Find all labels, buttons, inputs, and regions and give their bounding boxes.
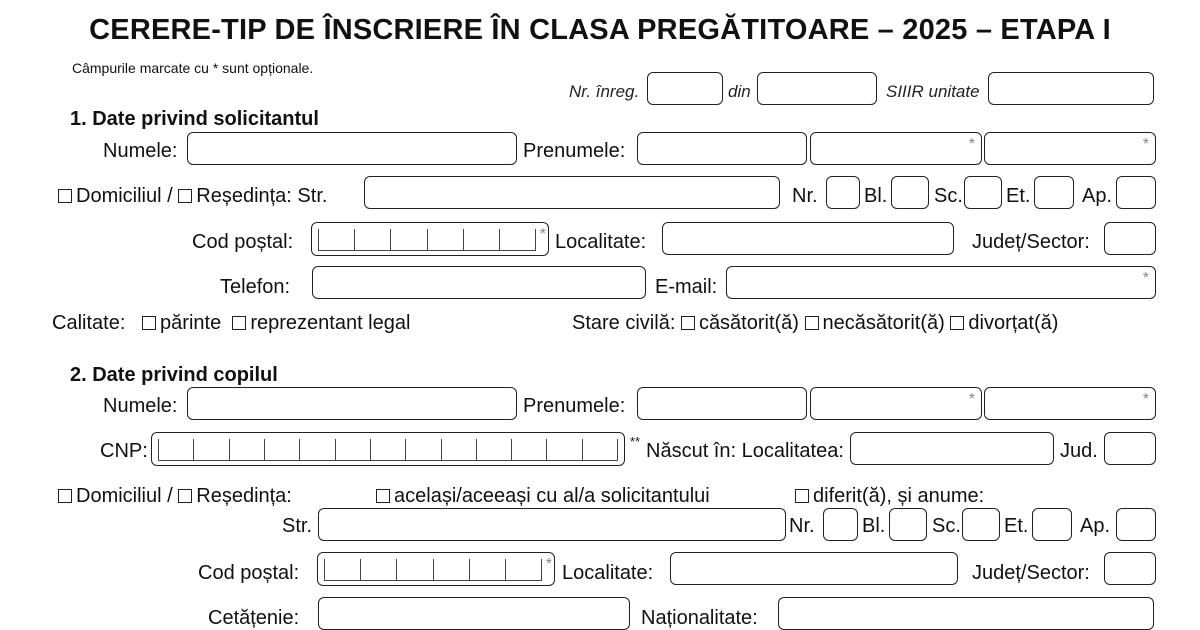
child-sc-field[interactable] [962, 508, 1000, 541]
child-locality-field[interactable] [670, 552, 958, 585]
quality-label: Calitate: [52, 312, 126, 334]
form-title: CERERE-TIP DE ÎNSCRIERE ÎN CLASA PREGĂTITOARE – 2025 – ETAPA I [89, 14, 1111, 46]
parent-checkbox[interactable] [142, 316, 156, 330]
child-cnp-field[interactable] [151, 432, 625, 466]
child-sc-label: Sc. [932, 515, 961, 537]
applicant-sc-label: Sc. [934, 185, 963, 207]
child-nr-field[interactable] [823, 508, 858, 541]
child-nationality-label: Naționalitate: [641, 607, 758, 629]
applicant-phone-label: Telefon: [220, 276, 291, 298]
applicant-firstname-field-1[interactable] [637, 132, 807, 165]
child-county-label: Județ/Sector: [972, 562, 1090, 584]
section-child-heading: 2. Date privind copilul [70, 364, 278, 386]
applicant-sc-field[interactable] [964, 176, 1002, 209]
same-address-label: același/aceeași cu al/a solicitantului [394, 485, 710, 507]
civil-status-label: Stare civilă: [572, 312, 676, 334]
applicant-bl-field[interactable] [891, 176, 929, 209]
child-firstname-field-2[interactable] [810, 387, 982, 420]
child-nr-label: Nr. [789, 515, 815, 537]
applicant-street-field[interactable] [364, 176, 780, 209]
different-address-checkbox[interactable] [795, 489, 809, 503]
married-label: căsătorit(ă) [698, 312, 799, 334]
optional-mark: * [545, 556, 552, 573]
unmarried-checkbox[interactable] [805, 316, 819, 330]
civil-status-row [572, 312, 1058, 335]
applicant-postal-code-field[interactable] [311, 222, 549, 256]
resedinta-street-label: Reședința: Str. [196, 185, 328, 207]
child-street-field[interactable] [318, 508, 786, 541]
same-address-option [376, 485, 710, 508]
divorced-label: divorțat(ă) [968, 312, 1059, 334]
siiir-label: SIIIR unitate [886, 82, 980, 101]
child-postal-code-field[interactable] [317, 552, 555, 586]
applicant-locality-field[interactable] [662, 222, 954, 255]
parent-label: părinte [160, 312, 222, 334]
applicant-county-label: Județ/Sector: [972, 231, 1090, 253]
child-county-field[interactable] [1104, 552, 1156, 585]
applicant-lastname-field[interactable] [187, 132, 517, 165]
divorced-checkbox[interactable] [950, 316, 964, 330]
legal-rep-label: reprezentant legal [250, 312, 411, 334]
child-et-label: Et. [1004, 515, 1029, 537]
applicant-address-type [58, 185, 327, 208]
applicant-email-field[interactable] [726, 266, 1156, 299]
applicant-locality-label: Localitate: [555, 231, 647, 253]
optional-mark: * [1142, 391, 1149, 408]
applicant-firstname-label: Prenumele: [523, 140, 626, 162]
child-firstname-field-1[interactable] [637, 387, 807, 420]
domiciliu-label: Domiciliul / [76, 185, 179, 207]
child-postal-code-label: Cod poștal: [198, 562, 300, 584]
child-nationality-field[interactable] [778, 597, 1154, 630]
child-et-field[interactable] [1032, 508, 1072, 541]
domiciliu-checkbox[interactable] [58, 189, 72, 203]
applicant-et-label: Et. [1006, 185, 1031, 207]
legal-rep-checkbox[interactable] [232, 316, 246, 330]
registration-date-field[interactable] [757, 72, 877, 105]
applicant-postal-code-label: Cod poștal: [192, 231, 294, 253]
child-birth-county-label: Jud. [1060, 440, 1098, 462]
same-address-checkbox[interactable] [376, 489, 390, 503]
child-address-type [58, 485, 292, 508]
applicant-county-field[interactable] [1104, 222, 1156, 255]
section-applicant-heading: 1. Date privind solicitantul [70, 108, 319, 130]
optional-mark: * [1142, 136, 1149, 153]
applicant-et-field[interactable] [1034, 176, 1074, 209]
child-lastname-label: Numele: [103, 395, 178, 417]
child-resedinta-label: Reședința: [196, 485, 292, 507]
applicant-quality-row [52, 312, 410, 335]
child-firstname-label: Prenumele: [523, 395, 626, 417]
registration-number-label: Nr. înreg. [569, 82, 640, 101]
child-birthplace-label: Născut în: Localitatea: [646, 440, 844, 462]
child-firstname-field-3[interactable] [984, 387, 1156, 420]
applicant-firstname-field-2[interactable] [810, 132, 982, 165]
applicant-bl-label: Bl. [864, 185, 888, 207]
child-bl-label: Bl. [862, 515, 886, 537]
child-street-label: Str. [282, 515, 313, 537]
unmarried-label: necăsătorit(ă) [822, 312, 945, 334]
registration-number-field[interactable] [647, 72, 723, 105]
different-address-label: diferit(ă), și anume: [813, 485, 985, 507]
applicant-phone-field[interactable] [312, 266, 646, 299]
applicant-ap-field[interactable] [1116, 176, 1156, 209]
child-bl-field[interactable] [889, 508, 927, 541]
siiir-field[interactable] [988, 72, 1154, 105]
child-cnp-label: CNP: [100, 440, 148, 462]
applicant-nr-label: Nr. [792, 185, 818, 207]
applicant-firstname-field-3[interactable] [984, 132, 1156, 165]
child-birthplace-field[interactable] [850, 432, 1054, 465]
optional-mark: * [968, 391, 975, 408]
child-domiciliu-checkbox[interactable] [58, 489, 72, 503]
optional-mark: * [968, 136, 975, 153]
married-checkbox[interactable] [681, 316, 695, 330]
applicant-ap-label: Ap. [1082, 185, 1113, 207]
child-ap-label: Ap. [1080, 515, 1111, 537]
optional-mark: * [539, 226, 546, 243]
child-citizenship-field[interactable] [318, 597, 630, 630]
child-birth-county-field[interactable] [1104, 432, 1156, 465]
child-resedinta-checkbox[interactable] [178, 489, 192, 503]
resedinta-checkbox[interactable] [178, 189, 192, 203]
child-citizenship-label: Cetățenie: [208, 607, 300, 629]
applicant-lastname-label: Numele: [103, 140, 178, 162]
child-lastname-field[interactable] [187, 387, 517, 420]
different-address-option [795, 485, 984, 508]
child-ap-field[interactable] [1116, 508, 1156, 541]
registration-date-label: din [728, 82, 751, 101]
child-domiciliu-label: Domiciliul / [76, 485, 179, 507]
born-note-mark: ** [630, 434, 641, 449]
applicant-email-label: E-mail: [655, 276, 718, 298]
optional-mark: * [1142, 270, 1149, 287]
optional-fields-note: Câmpurile marcate cu * sunt opționale. [72, 60, 314, 76]
applicant-nr-field[interactable] [826, 176, 860, 209]
child-locality-label: Localitate: [562, 562, 654, 584]
